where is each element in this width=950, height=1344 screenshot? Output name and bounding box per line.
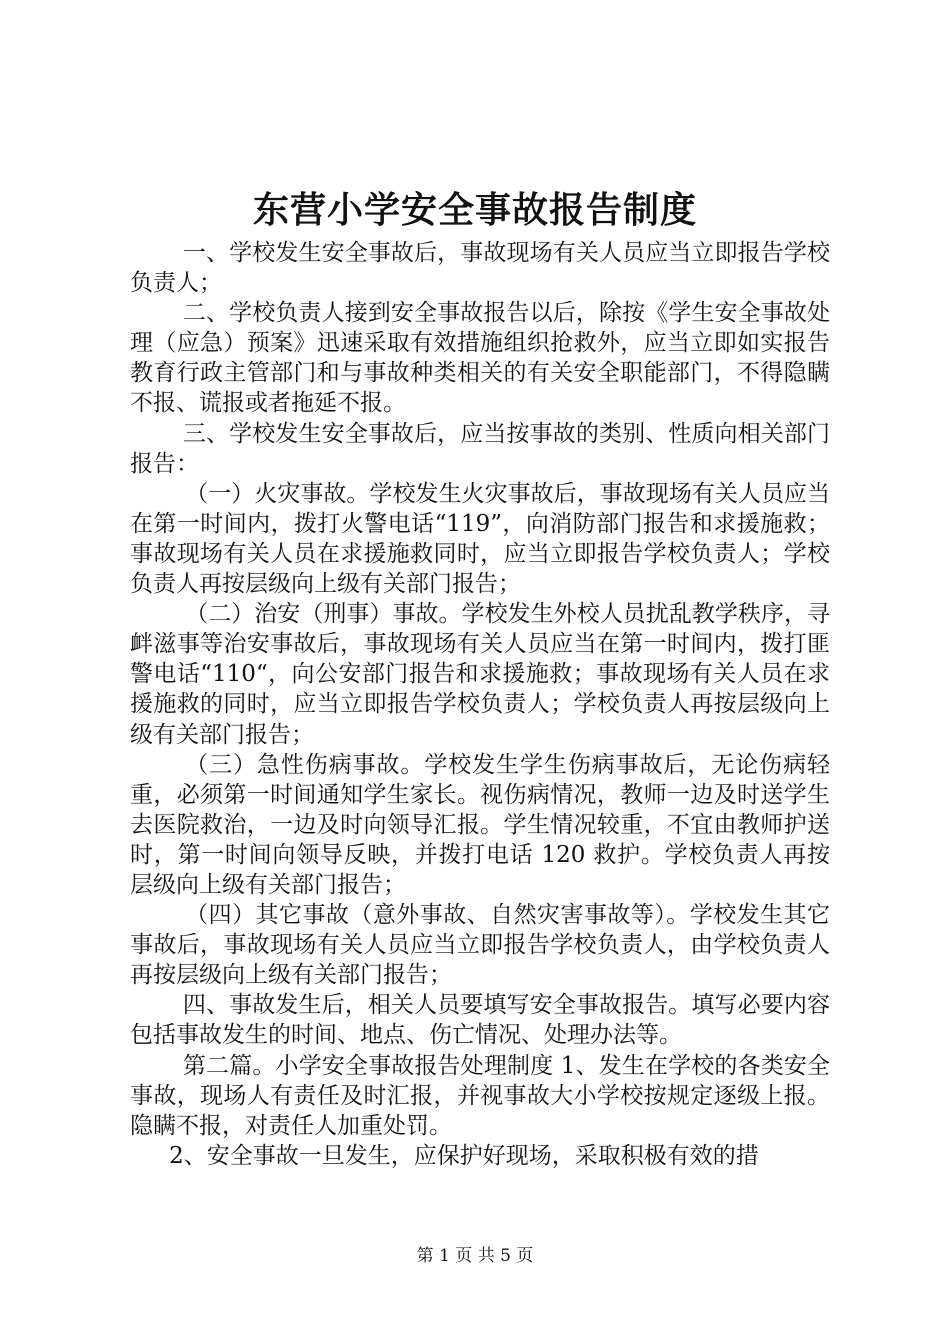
paragraph-3: 三、学校发生安全事故后，应当按事故的类别、性质向相关部门报告： — [130, 420, 830, 477]
paragraph-1: 一、学校发生安全事故后，事故现场有关人员应当立即报告学校负责人； — [130, 240, 830, 297]
paragraph-fire-accident: （一）火灾事故。学校发生火灾事故后，事故现场有关人员应当在第一时间内，拨打火警电话“119”，向消防部门报告和求援施救；事故现场有关人员在求援施救同时，应当立即报告学校负责人；学校负责人再按层级向上级有关部门报告； — [130, 480, 830, 598]
paragraph-illness-accident: （三）急性伤病事故。学校发生学生伤病事故后，无论伤病轻重，必须第一时间通知学生家长。视伤病情况，教师一边及时送学生去医院救治，一边及时向领导汇报。学生情况较重，不宜由教师护送时，第一时间向领导反映，并拨打电话 120 救护。学校负责人再按层级向上级有关部门报告； — [130, 751, 830, 898]
paragraph-part-two: 第二篇。小学安全事故报告处理制度 1、发生在学校的各类安全事故，现场人有责任及时汇报，并视事故大小学校按规定逐级上报。隐瞒不报，对责任人加重处罚。 — [130, 1052, 830, 1139]
paragraph-part-two-item-2: 2、安全事故一旦发生，应保护好现场，采取积极有效的措 — [169, 1142, 759, 1169]
paragraph-2: 二、学校负责人接到安全事故报告以后，除按《学生安全事故处理（应急）预案》迅速采取有效措施组织抢救外，应当立即如实报告教育行政主管部门和与事故种类相关的有关安全职能部门，不得隐瞒不报、谎报或者拖延不报。 — [130, 300, 830, 417]
document-body — [130, 238, 830, 1171]
paragraph-security-accident: （二）治安（刑事）事故。学校发生外校人员扰乱教学秩序，寻衅滋事等治安事故后，事故现场有关人员应当在第一时间内，拨打匪警电话“110“，向公安部门报告和求援施救；事故现场有关人员在求援施救的同时，应当立即报告学校负责人；学校负责人再按层级向上级有关部门报告； — [130, 601, 830, 748]
paragraph-other-accident: （四）其它事故（意外事故、自然灾害事故等）。学校发生其它事故后，事故现场有关人员应当立即报告学校负责人，由学校负责人再按层级向上级有关部门报告； — [130, 902, 830, 989]
document-title: 东营小学安全事故报告制度 — [252, 189, 697, 231]
paragraph-4: 四、事故发生后，相关人员要填写安全事故报告。填写必要内容包括事故发生的时间、地点、伤亡情况、处理办法等。 — [130, 992, 830, 1049]
page-number-footer: 第 1 页 共 5 页 — [416, 1246, 534, 1266]
